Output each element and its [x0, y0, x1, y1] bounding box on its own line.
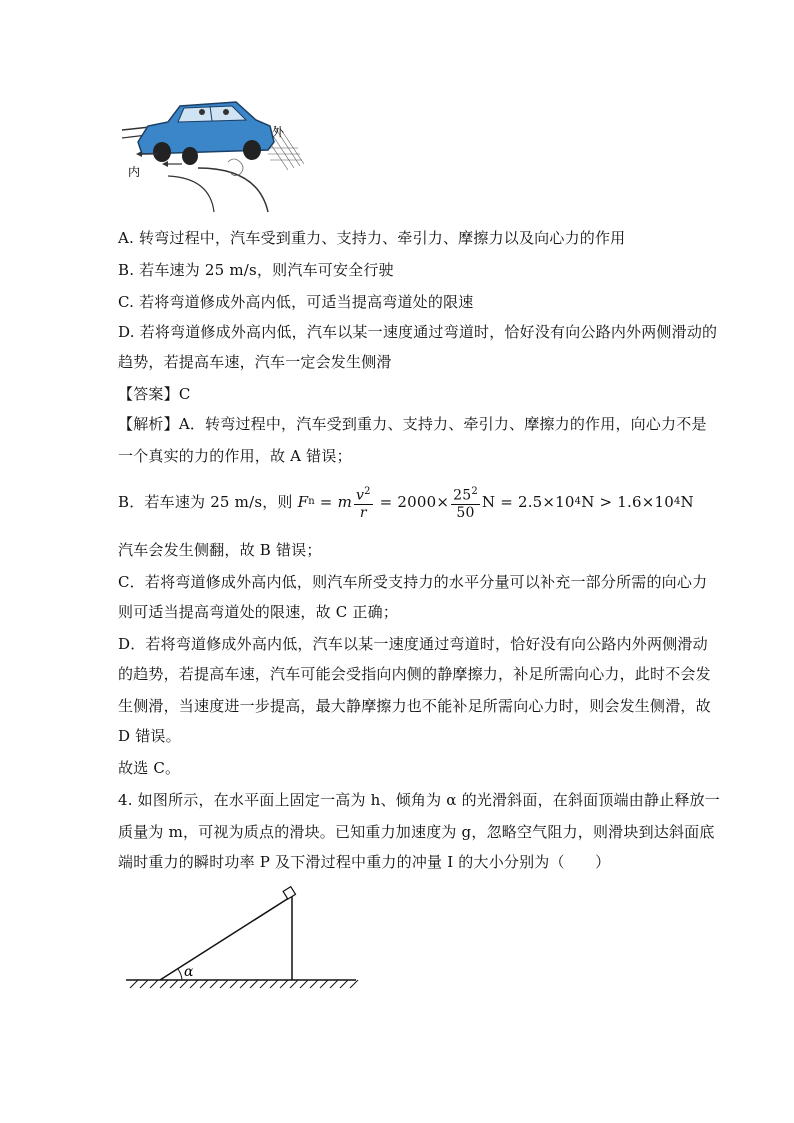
option-d-line2: 趋势，若提高车速，汽车一定会发生侧滑: [118, 353, 392, 371]
fraction-25sq-50: $\frac{25^2}{50}$: [453, 486, 478, 521]
fraction-v2-r: $\frac{v^2}{r}$: [356, 486, 371, 521]
option-c: C. 若将弯道修成外高内低，可适当提高弯道处的限速: [118, 293, 474, 311]
question4-line2: 质量为 m，可视为质点的滑块。已知重力加速度为 g，忽略空气阻力，则滑块到达斜面底: [118, 823, 715, 841]
option-b: B. 若车速为 25 m/s，则汽车可安全行驶: [118, 261, 394, 279]
analysis-conclusion: 故选 C。: [118, 759, 181, 777]
label-inner: 内: [128, 165, 141, 179]
analysis-c-line1: C．若将弯道修成外高内低，则汽车所受支持力的水平分量可以补充一部分所需的向心力: [118, 573, 708, 591]
analysis-d-line3: 生侧滑，当速度进一步提高，最大静摩擦力也不能补足所需向心力时，则会发生侧滑，故: [118, 697, 711, 715]
analysis-b-formula: B．若车速为 25 m/s，则 F n = m $\frac{v^2}{r}$ = 2000× $\frac{25^2}{50}$ N = 2.5×10 4 N > 1.6×10 4 N: [118, 486, 694, 521]
analysis-a-line1: 【解析】A．转弯过程中，汽车受到重力、支持力、牵引力、摩擦力的作用，向心力不是: [118, 415, 707, 433]
option-d-line1: D. 若将弯道修成外高内低，汽车以某一速度通过弯道时，恰好没有向公路内外两侧滑动的: [118, 323, 718, 341]
answer-value: C: [178, 385, 191, 403]
analysis-d-line2: 的趋势，若提高车速，汽车可能会受指向内侧的静摩擦力，补足所需向心力，此时不会发: [118, 665, 711, 683]
question4-line3: 端时重力的瞬时功率 P 及下滑过程中重力的冲量 I 的大小分别为（ ）: [118, 853, 611, 871]
answer-line: [118, 384, 191, 404]
analysis-d-line4: D 错误。: [118, 727, 181, 745]
slider-block: [283, 887, 295, 899]
analysis-d-line1: D．若将弯道修成外高内低，汽车以某一速度通过弯道时，恰好没有向公路内外两侧滑动: [118, 635, 708, 653]
analysis-tag: 【解析】: [118, 415, 179, 433]
label-outer: 外: [272, 125, 285, 139]
question4-line1: 4. 如图所示，在水平面上固定一高为 h、倾角为 α 的光滑斜面，在斜面顶端由静止释放一: [118, 791, 720, 809]
analysis-a-line2: 一个真实的力的作用，故 A 错误；: [118, 447, 352, 465]
incline-figure: [122, 884, 362, 994]
analysis-b-line2: 汽车会发生侧翻，故 B 错误；: [118, 541, 322, 559]
answer-tag: 【答案】: [118, 385, 179, 403]
angle-label: α: [184, 964, 194, 980]
option-a: A. 转弯过程中，汽车受到重力、支持力、牵引力、摩擦力以及向心力的作用: [118, 229, 626, 247]
analysis-c-line2: 则可适当提高弯道处的限速，故 C 正确；: [118, 603, 399, 621]
car-turning-figure: [118, 98, 308, 214]
